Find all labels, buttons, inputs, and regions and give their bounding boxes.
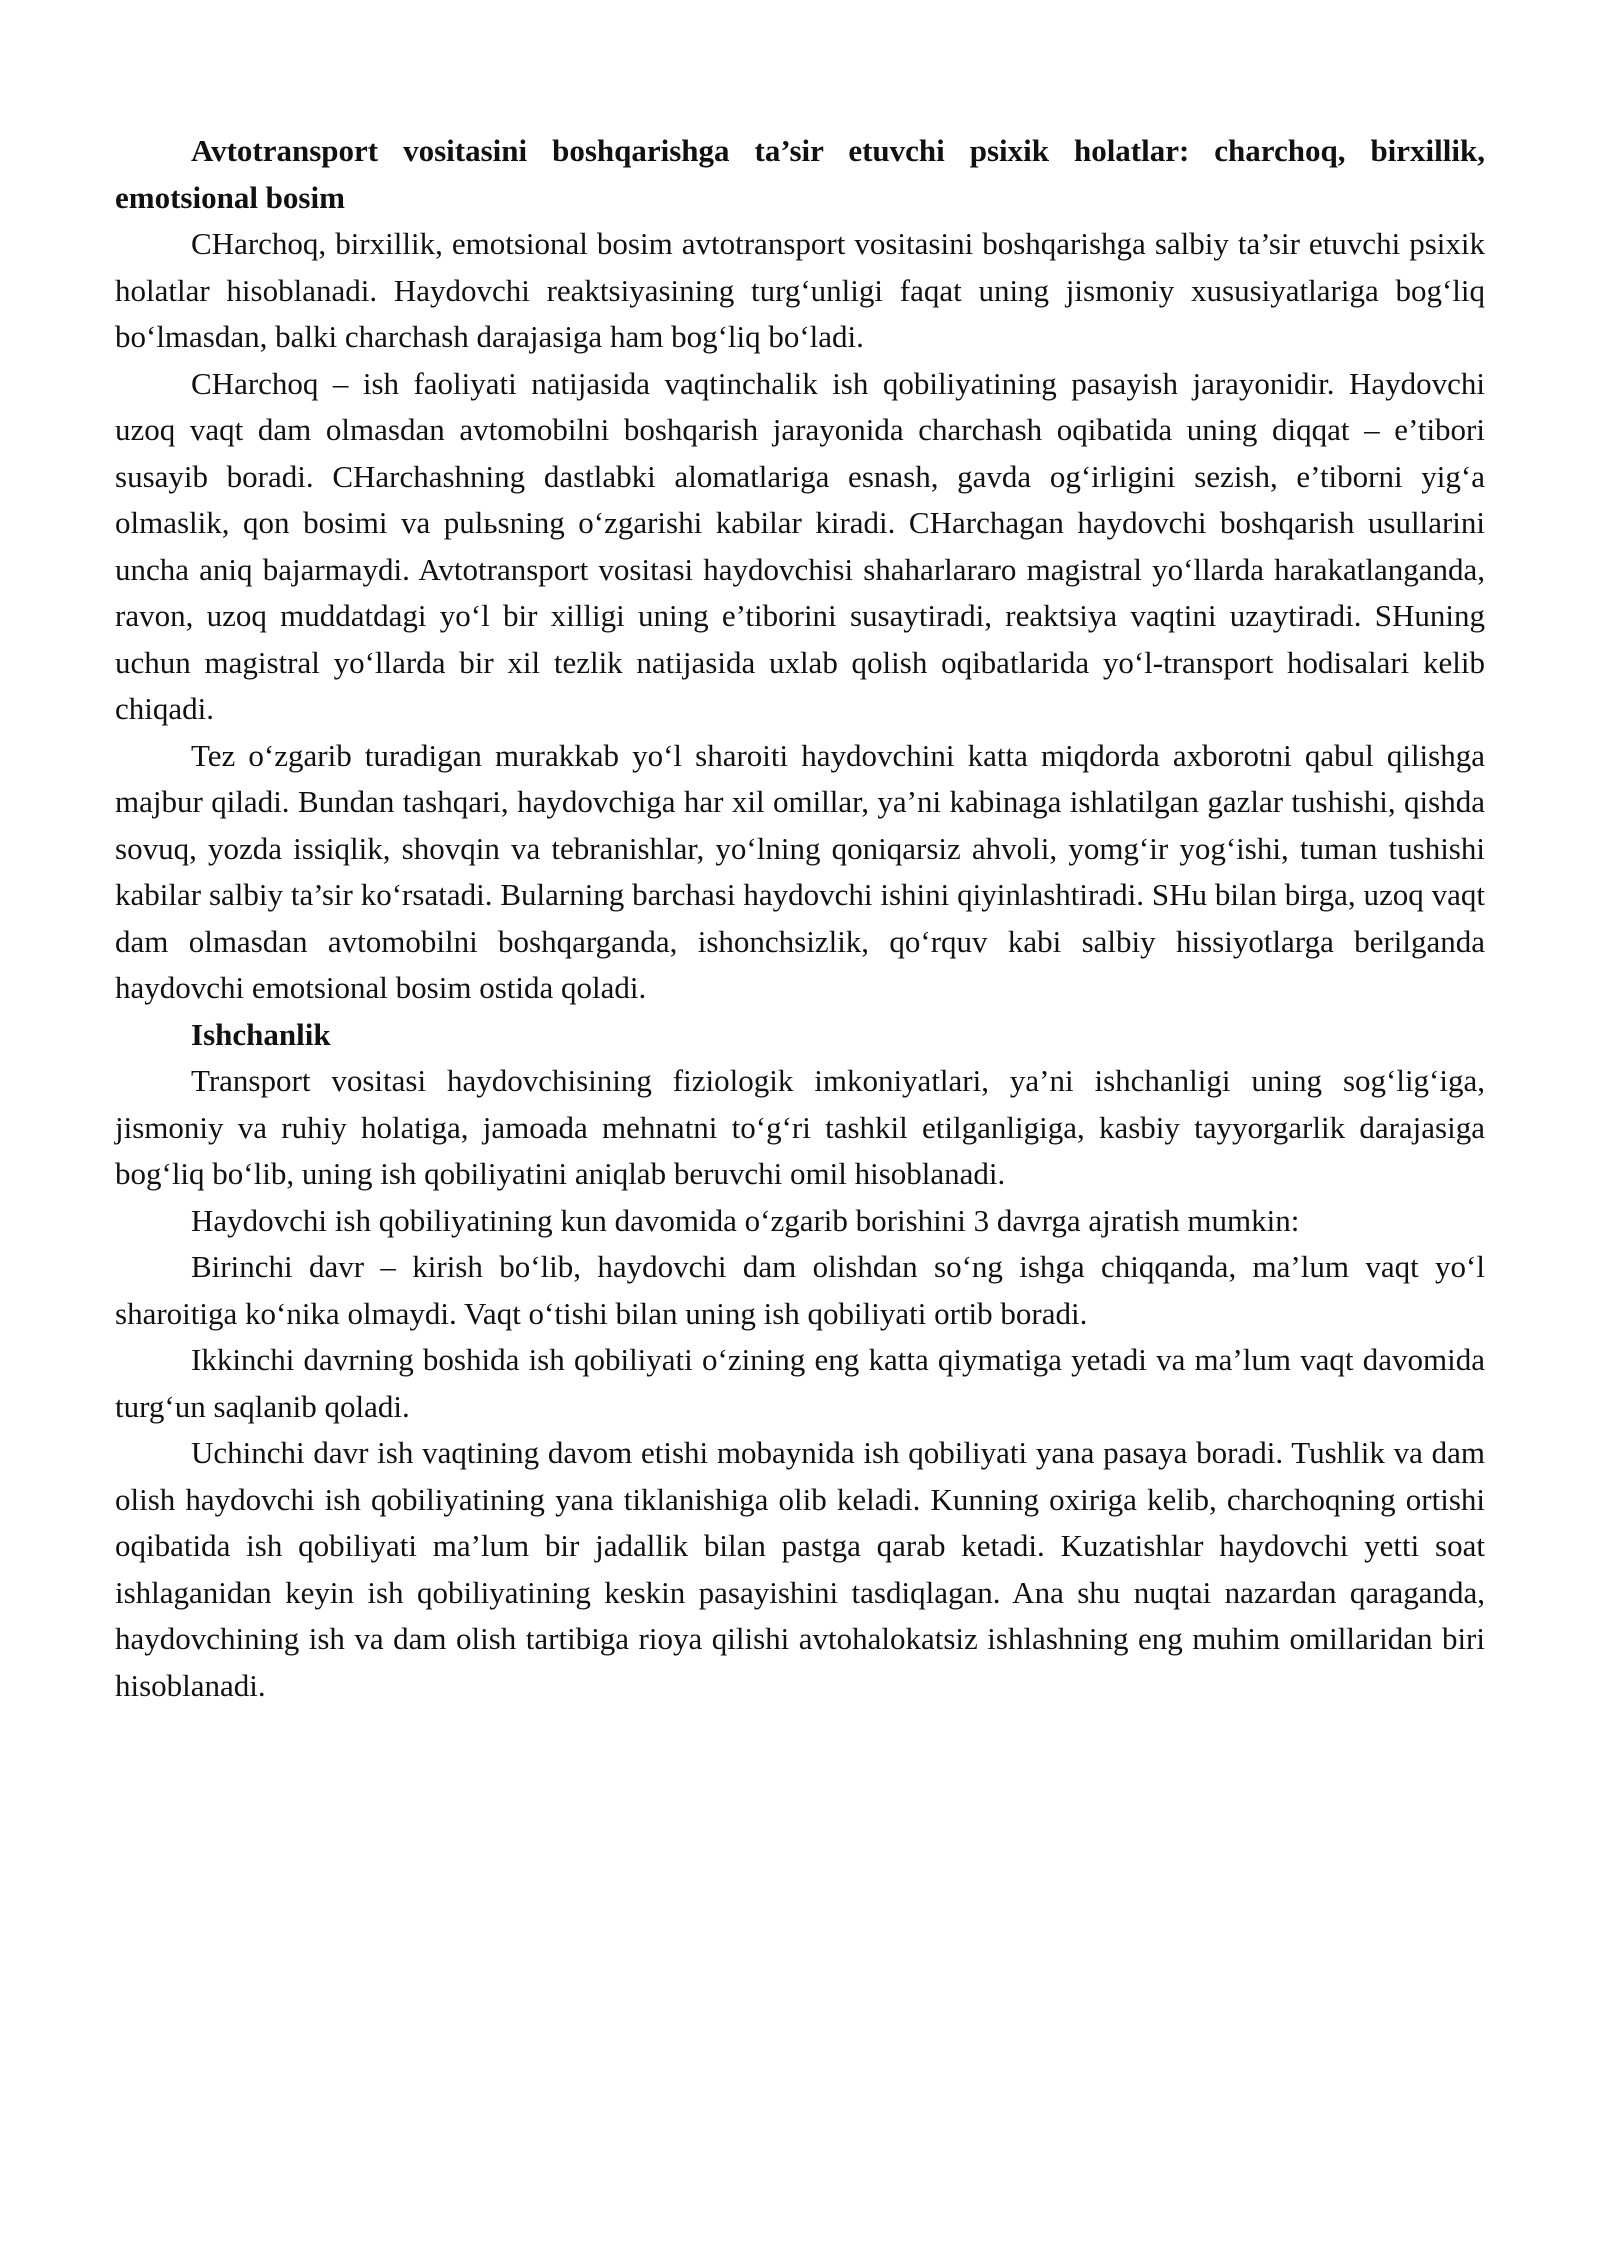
paragraph: CHarchoq, birxillik, emotsional bosim avtotransport vositasini boshqarishga salbiy ta’sir etuvchi psixik holatlar hisoblanadi. Haydovchi reaktsiyasining turg‘unligi faqat uning jismoniy xususiyatlariga bog‘liq bo‘lmasdan, balki charchash darajasiga ham bog‘liq bo‘ladi. [115, 226, 1485, 354]
paragraph: Uchinchi davr ish vaqtining davom etishi mobaynida ish qobiliyati yana pasaya boradi. Tushlik va dam olish haydovchi ish qobiliyatining yana tiklanishiga olib keladi. Kunning oxiriga kelib, charchoqning ortishi oqibatida ish qobiliyati ma’lum bir jadallik bilan pastga qarab ketadi. Kuzatishlar haydovchi yetti soat ishlaganidan keyin ish qobiliyatining keskin pasayishini tasdiqlagan. Ana shu nuqtai nazardan qaraganda, haydovchining ish va dam olish tartibiga rioya qilishi avtohalokatsiz ishlashning eng muhim omillaridan biri hisoblanadi. [115, 1435, 1485, 1703]
paragraph: Birinchi davr – kirish bo‘lib, haydovchi dam olishdan so‘ng ishga chiqqanda, ma’lum vaqt yo‘l sharoitiga ko‘nika olmaydi. Vaqt o‘tishi bilan uning ish qobiliyati ortib boradi. [115, 1249, 1485, 1331]
subsection-heading: Ishchanlik [191, 1016, 331, 1052]
paragraph: Haydovchi ish qobiliyatining kun davomida o‘zgarib borishini 3 davrga ajratish mumkin: [191, 1202, 1300, 1238]
paragraph: CHarchoq – ish faoliyati natijasida vaqtinchalik ish qobiliyatining pasayish jarayonidir. Haydovchi uzoq vaqt dam olmasdan avtomobilni boshqarish jarayonida charchash oqibatida uning diqqat – e’tibori susayib boradi. CHarchashning dastlabki alomatlariga esnash, gavda og‘irligini sezish, e’tiborni yig‘a olmaslik, qon bosimi va pulьsning o‘zgarishi kabilar kiradi. CHarchagan haydovchi boshqarish usullarini uncha aniq bajarmaydi. Avtotransport vositasi haydovchisi shaharlararo magistral yo‘llarda harakatlanganda, ravon, uzoq muddatdagi yo‘l bir xilligi uning e’tiborini susaytiradi, reaktsiya vaqtini uzaytiradi. SHuning uchun magistral yo‘llarda bir xil tezlik natijasida uxlab qolish oqibatlarida yo‘l-transport hodisalari kelib chiqadi. [115, 365, 1485, 726]
paragraph: Transport vositasi haydovchisining fiziologik imkoniyatlari, ya’ni ishchanligi uning sog‘lig‘iga, jismoniy va ruhiy holatiga, jamoada mehnatni to‘g‘ri tashkil etilganligiga, kasbiy tayyorgarlik darajasiga bog‘liq bo‘lib, uning ish qobiliyatini aniqlab beruvchi omil hisoblanadi. [115, 1063, 1485, 1191]
paragraph: Ikkinchi davrning boshida ish qobiliyati o‘zining eng katta qiymatiga yetadi va ma’lum vaqt davomida turg‘un saqlanib qoladi. [115, 1342, 1485, 1424]
paragraph: Tez o‘zgarib turadigan murakkab yo‘l sharoiti haydovchini katta miqdorda axborotni qabul qilishga majbur qiladi. Bundan tashqari, haydovchiga har xil omillar, ya’ni kabinaga ishlatilgan gazlar tushishi, qishda sovuq, yozda issiqlik, shovqin va tebranishlar, yo‘lning qoniqarsiz ahvoli, yomg‘ir yog‘ishi, tuman tushishi kabilar salbiy ta’sir ko‘rsatadi. Bularning barchasi haydovchi ishini qiyinlashtiradi. SHu bilan birga, uzoq vaqt dam olmasdan avtomobilni boshqarganda, ishonchsizlik, qo‘rquv kabi salbiy hissiyotlarga berilganda haydovchi emotsional bosim ostida qoladi. [115, 737, 1485, 1005]
document-page [115, 128, 1485, 1709]
section-heading: Avtotransport vositasini boshqarishga ta’sir etuvchi psixik holatlar: charchoq, birxillik, emotsional bosim [115, 133, 1485, 215]
